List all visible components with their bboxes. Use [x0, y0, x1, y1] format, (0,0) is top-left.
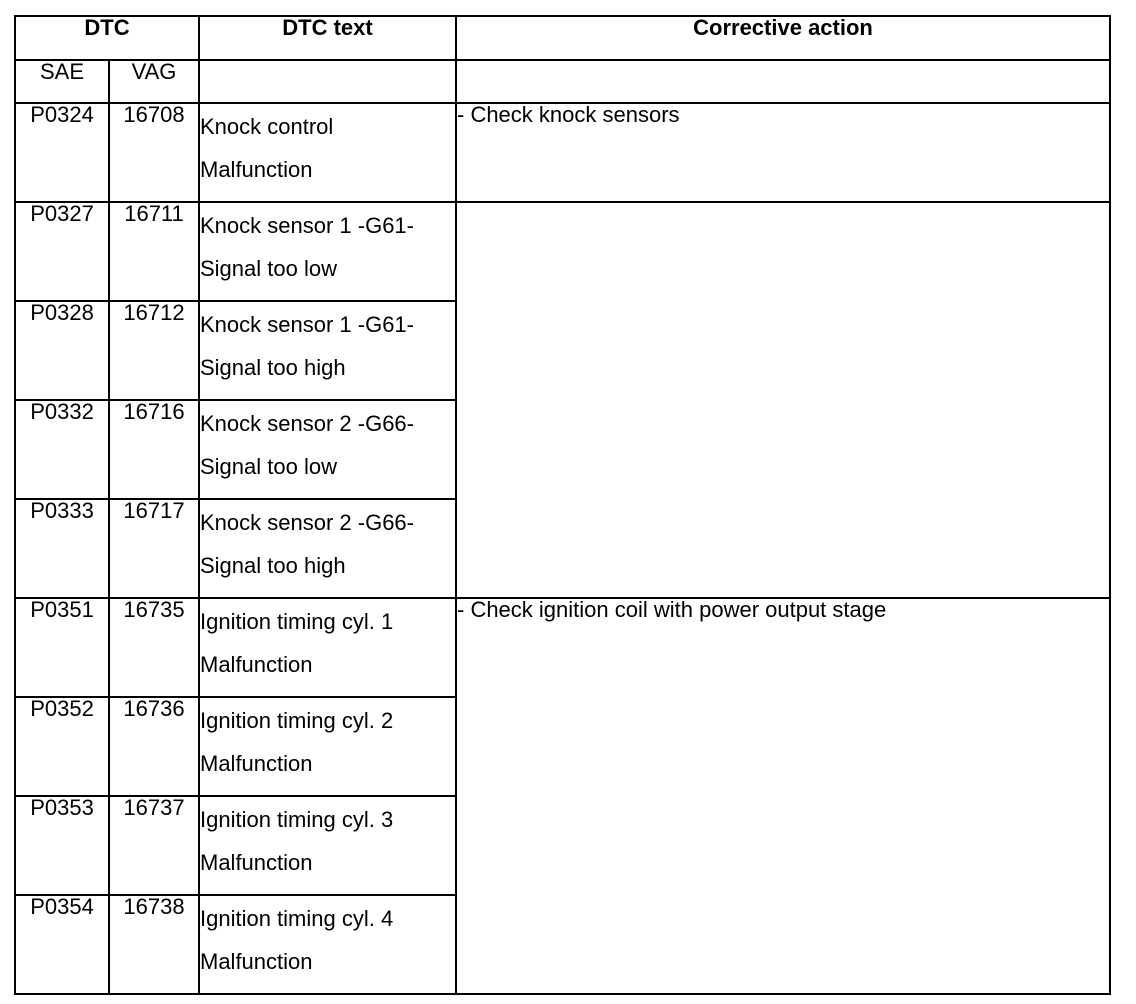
table-row	[15, 202, 1110, 301]
subheader-empty-text	[199, 60, 456, 103]
dtc-text-line1: Knock sensor 1 -G61-	[200, 312, 414, 337]
sae-code: P0353	[15, 796, 109, 895]
sae-code: P0354	[15, 895, 109, 994]
dtc-text-line2: Malfunction	[200, 751, 313, 776]
dtc-text-cell	[199, 895, 456, 994]
header-dtc-text: DTC text	[199, 16, 456, 60]
vag-code: 16717	[109, 499, 199, 598]
vag-code: 16711	[109, 202, 199, 301]
dtc-text-line1: Knock sensor 2 -G66-	[200, 411, 414, 436]
dtc-text-line1: Knock sensor 1 -G61-	[200, 213, 414, 238]
table-row	[15, 103, 1110, 202]
header-corrective-action: Corrective action	[456, 16, 1110, 60]
dtc-text-line1: Knock sensor 2 -G66-	[200, 510, 414, 535]
dtc-text-cell	[199, 796, 456, 895]
dtc-text-line1: Knock control	[200, 114, 334, 139]
sae-code: P0333	[15, 499, 109, 598]
vag-code: 16737	[109, 796, 199, 895]
dtc-text-cell	[199, 202, 456, 301]
vag-code: 16736	[109, 697, 199, 796]
dtc-text-line1: Ignition timing cyl. 1	[200, 609, 394, 634]
dtc-text-cell	[199, 598, 456, 697]
dtc-text-cell	[199, 697, 456, 796]
subheader-empty-action	[456, 60, 1110, 103]
dtc-text-line2: Malfunction	[200, 850, 313, 875]
dtc-text-line2: Malfunction	[200, 949, 313, 974]
header-row	[15, 16, 1110, 60]
dtc-text-line1: Ignition timing cyl. 4	[200, 906, 394, 931]
header-dtc: DTC	[15, 16, 199, 60]
vag-code: 16708	[109, 103, 199, 202]
subheader-sae: SAE	[15, 60, 109, 103]
vag-code: 16716	[109, 400, 199, 499]
sae-code: P0352	[15, 697, 109, 796]
dtc-text-line1: Ignition timing cyl. 2	[200, 708, 394, 733]
vag-code: 16735	[109, 598, 199, 697]
corrective-action-ignition: - Check ignition coil with power output stage	[456, 598, 1110, 994]
dtc-text-cell	[199, 499, 456, 598]
dtc-text-line2: Signal too high	[200, 355, 346, 380]
dtc-text-line2: Malfunction	[200, 157, 313, 182]
dtc-text-cell	[199, 400, 456, 499]
vag-code: 16712	[109, 301, 199, 400]
dtc-text-line2: Signal too low	[200, 454, 337, 479]
sae-code: P0324	[15, 103, 109, 202]
dtc-text-cell	[199, 103, 456, 202]
sae-code: P0351	[15, 598, 109, 697]
subheader-row	[15, 60, 1110, 103]
dtc-text-cell	[199, 301, 456, 400]
sae-code: P0332	[15, 400, 109, 499]
sae-code: P0327	[15, 202, 109, 301]
sae-code: P0328	[15, 301, 109, 400]
dtc-text-line2: Malfunction	[200, 652, 313, 677]
dtc-text-line2: Signal too low	[200, 256, 337, 281]
vag-code: 16738	[109, 895, 199, 994]
dtc-text-line2: Signal too high	[200, 553, 346, 578]
subheader-vag: VAG	[109, 60, 199, 103]
corrective-action-knock-control: - Check knock sensors	[456, 103, 1110, 202]
corrective-action-knock-sensors	[456, 202, 1110, 598]
table-row	[15, 598, 1110, 697]
dtc-table	[14, 15, 1111, 995]
dtc-text-line1: Ignition timing cyl. 3	[200, 807, 394, 832]
